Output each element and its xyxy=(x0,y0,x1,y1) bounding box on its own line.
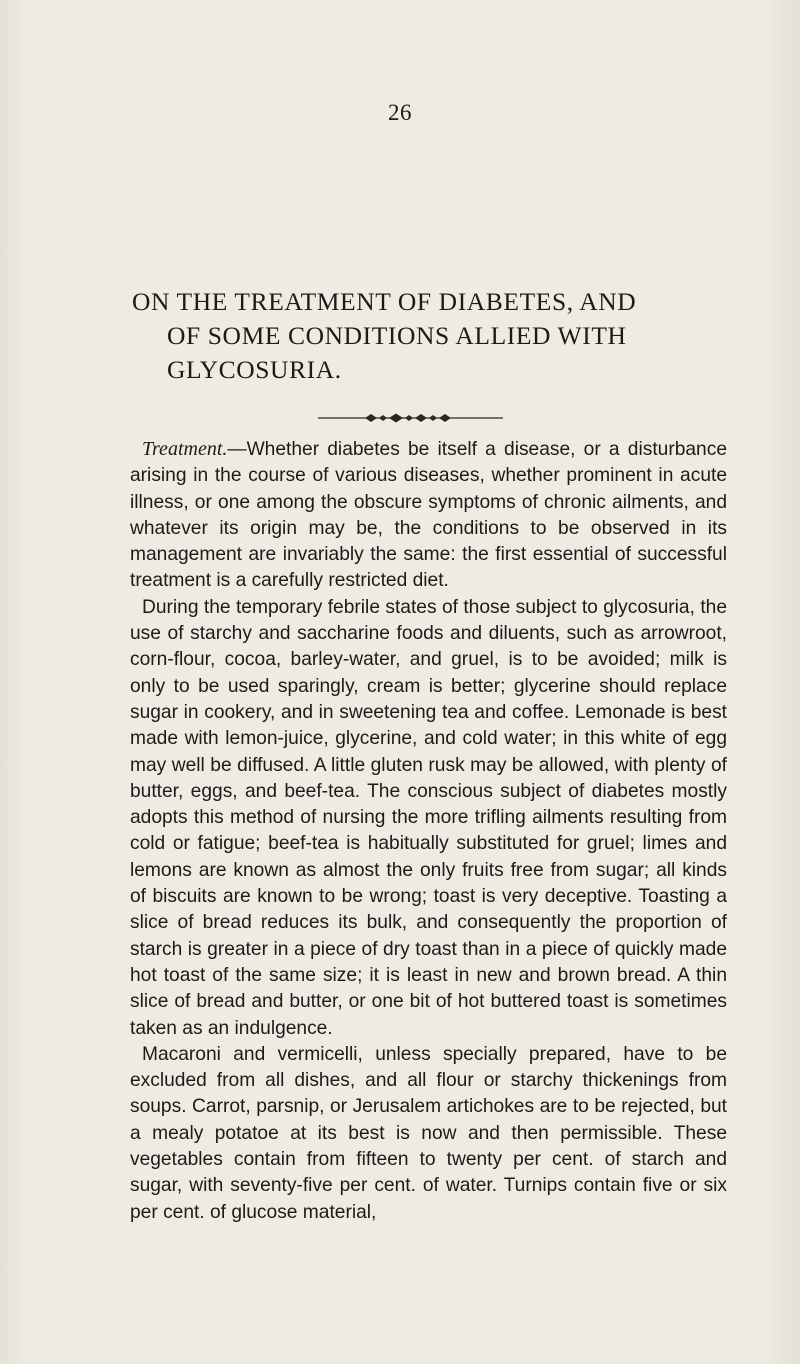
chapter-title-line-3: GLYCOSURIA. xyxy=(167,355,342,384)
paragraph-macaroni: Macaroni and vermicelli, unless specially prepared, have to be excluded from all dishes, and all flour or starchy thickenings from soups. Carrot, parsnip, or Jerusalem artichokes are to be rejected, but a mealy potatoe at its best is now and then permissible. These vegetables contain from fifteen to twenty per cent. of starch and sugar, with seventy-five per cent. of water. Turnips contain five or six per cent. of glucose material, xyxy=(130,1043,727,1223)
paragraph-1-text: —Whether diabetes be itself a disease, or a disturbance arising in the course of various diseases, whether prominent in acute illness, or one among the obscure symptoms of chronic ailments, and whatever its origin may be, the conditions to be observed in its management are invariably the same: the first essential of successful treatment is a carefully restricted diet. xyxy=(130,439,727,592)
page-number: 26 xyxy=(388,100,412,125)
chapter-title-line-2: OF SOME CONDITIONS ALLIED WITH xyxy=(167,321,627,350)
treatment-lead-in: Treatment. xyxy=(142,438,228,460)
body-text xyxy=(130,436,727,1226)
chapter-title-line-1: ON THE TREATMENT OF DIABETES, AND xyxy=(132,287,637,316)
chapter-title xyxy=(132,285,732,387)
diamond-rule-ornament-icon xyxy=(318,412,503,424)
paragraph-febrile-states: During the temporary febrile states of those subject to glycosuria, the use of starchy and saccharine foods and diluents, such as arrowroot, corn-flour, cocoa, barley-water, and gruel, is to be avoided; milk is only to be used sparingly, cream is better; glycerine should replace sugar in cookery, and in sweetening tea and coffee. Lemonade is best made with lemon-juice, glycerine, and cold water; in this white of egg may well be diffused. A little gluten rusk may be allowed, with plenty of butter, eggs, and beef-tea. The conscious subject of diabetes mostly adopts this method of nursing the more trifling ailments resulting from cold or fatigue; beef-tea is habitually substituted for gruel; limes and lemons are known as almost the only fruits free from sugar; all kinds of biscuits are known to be wrong; toast is very deceptive. Toasting a slice of bread reduces its bulk, and consequently the proportion of starch is greater in a piece of dry toast than in a piece of quickly made hot toast of the same size; it is least in new and brown bread. A thin slice of bread and butter, or one bit of hot buttered toast is sometimes taken as an indulgence. xyxy=(130,596,727,1039)
paragraph-treatment xyxy=(130,436,727,595)
